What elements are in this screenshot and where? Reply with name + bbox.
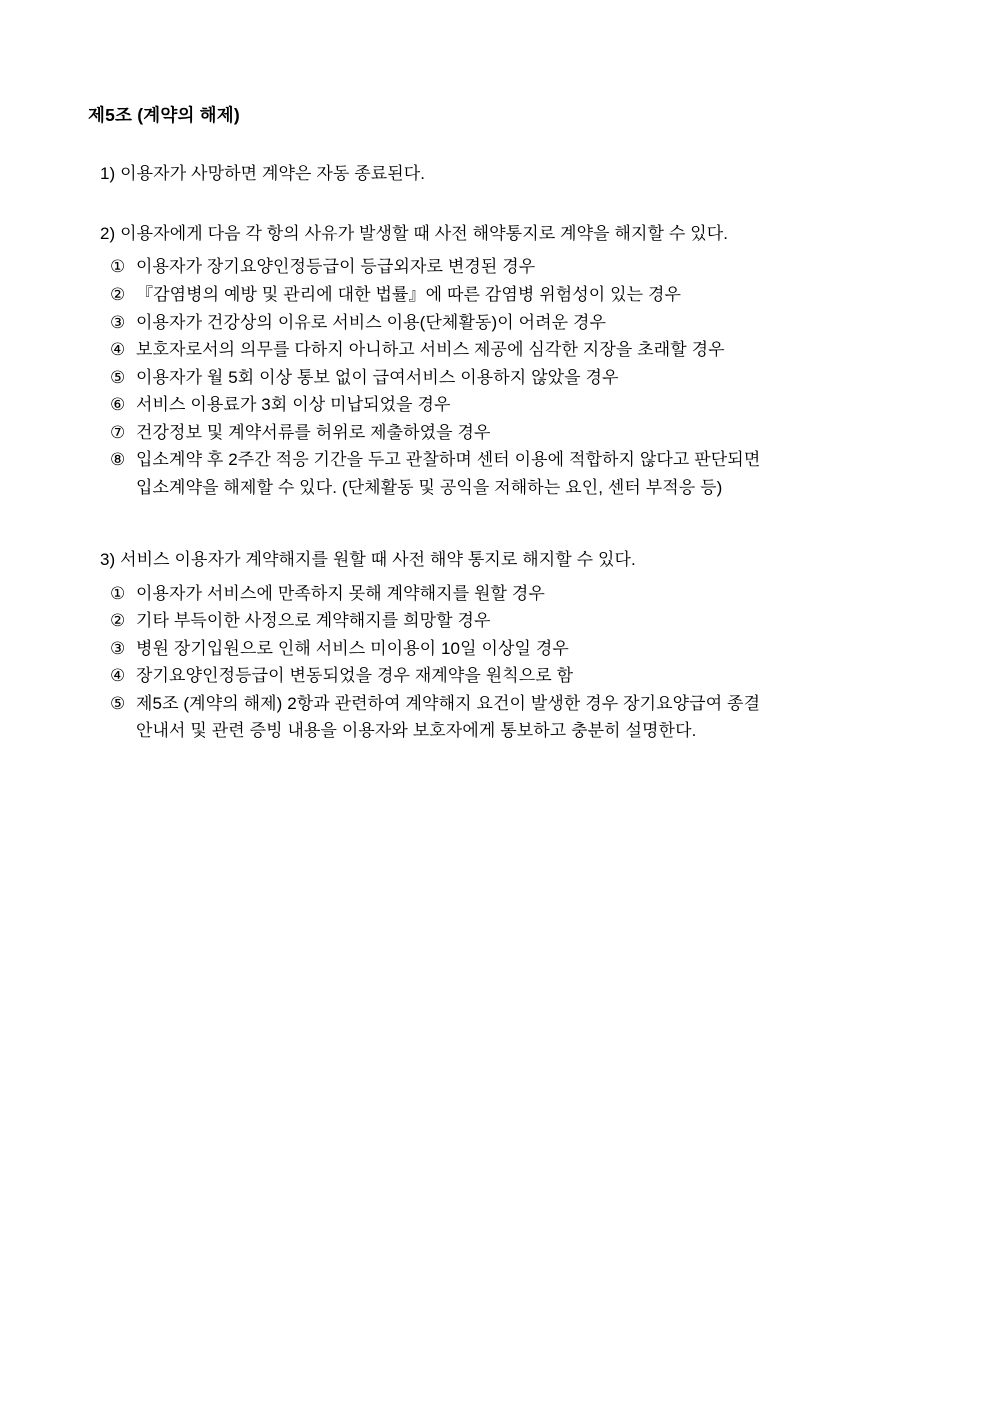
list-item [88, 281, 922, 309]
list-marker: ① [110, 257, 126, 277]
list-marker: ⑦ [110, 422, 126, 442]
list-marker: ⑥ [110, 395, 126, 415]
clause-2-continuation: 입소계약을 해제할 수 있다. (단체활동 및 공익을 저해하는 요인, 센터 부적응 등) [136, 477, 723, 497]
clause-2-subitems [88, 253, 922, 473]
clause-block-2 [88, 221, 922, 501]
clause-3-continuation: 안내서 및 관련 증빙 내용을 이용자와 보호자에게 통보하고 충분히 설명한다. [136, 721, 697, 741]
list-marker: ③ [110, 638, 126, 658]
list-item [88, 336, 922, 364]
list-item [88, 253, 922, 281]
list-item-text: 이용자가 서비스에 만족하지 못해 계약해지를 원할 경우 [136, 583, 545, 603]
list-item [88, 309, 922, 337]
clause-block-3 [88, 547, 922, 745]
list-item [88, 446, 922, 474]
list-marker: ⑤ [110, 367, 126, 387]
list-item [88, 607, 922, 635]
list-marker: ⑤ [110, 693, 126, 713]
list-item [88, 580, 922, 608]
list-item [88, 690, 922, 718]
list-item [88, 391, 922, 419]
list-item-text: 장기요양인정등급이 변동되었을 경우 재계약을 원칙으로 함 [136, 666, 574, 686]
list-item-text: 건강정보 및 계약서류를 허위로 제출하였을 경우 [136, 422, 491, 442]
list-item [88, 419, 922, 447]
list-item-text: 제5조 (계약의 해제) 2항과 관련하여 계약해지 요건이 발생한 경우 장기요양급여 종결 [136, 693, 761, 713]
list-item [88, 662, 922, 690]
clause-3-subitems [88, 580, 922, 718]
list-item [88, 364, 922, 392]
list-item-text: 보호자로서의 의무를 다하지 아니하고 서비스 제공에 심각한 지장을 초래할 경우 [136, 340, 725, 360]
list-marker: ⑧ [110, 450, 126, 470]
clause-text-3: 3) 서비스 이용자가 계약해지를 원할 때 사전 해약 통지로 해지할 수 있다. [100, 550, 636, 570]
list-marker: ③ [110, 312, 126, 332]
clause-text-2: 2) 이용자에게 다음 각 항의 사유가 발생할 때 사전 해약통지로 계약을 해지할 수 있다. [100, 224, 729, 244]
list-item-text: 병원 장기입원으로 인해 서비스 미이용이 10일 이상일 경우 [136, 638, 569, 658]
spacer [88, 521, 922, 547]
list-item [88, 635, 922, 663]
list-item-text: 서비스 이용료가 3회 이상 미납되었을 경우 [136, 395, 451, 415]
list-item-text: 『감염병의 예방 및 관리에 대한 법률』에 따른 감염병 위험성이 있는 경우 [136, 284, 682, 304]
list-marker: ④ [110, 666, 126, 686]
list-marker: ② [110, 284, 126, 304]
list-item-text: 입소계약 후 2주간 적응 기간을 두고 관찰하며 센터 이용에 적합하지 않다고 판단되면 [136, 450, 761, 470]
clause-text-1: 1) 이용자가 사망하면 계약은 자동 종료된다. [100, 163, 426, 183]
list-marker: ① [110, 583, 126, 603]
list-item-text: 이용자가 장기요양인정등급이 등급외자로 변경된 경우 [136, 257, 536, 277]
spacer [88, 207, 922, 221]
clause-block-1 [88, 161, 922, 187]
list-marker: ② [110, 611, 126, 631]
page-title: 제5조 (계약의 해제) [88, 105, 240, 125]
list-item-text: 기타 부득이한 사정으로 계약해지를 희망할 경우 [136, 611, 491, 631]
list-item-text: 이용자가 건강상의 이유로 서비스 이용(단체활동)이 어려운 경우 [136, 312, 607, 332]
list-marker: ④ [110, 340, 126, 360]
list-item-text: 이용자가 월 5회 이상 통보 없이 급여서비스 이용하지 않았을 경우 [136, 367, 619, 387]
